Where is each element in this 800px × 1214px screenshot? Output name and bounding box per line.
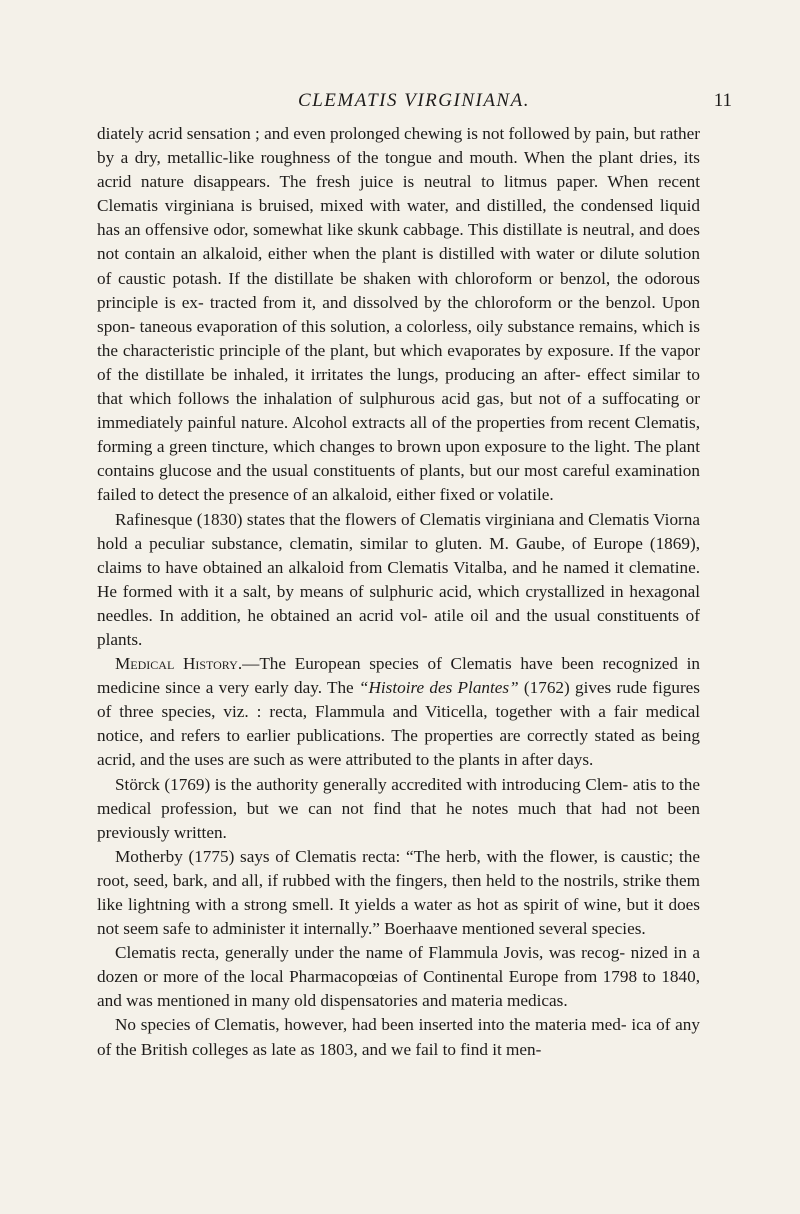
paragraph-text: (1762) gives rude figures of three species, viz. : recta, Flammula and Viticella, together with a fair medical notice, and refers to earlier publications. The properties are correctly stated as being acrid, and the uses are such as were attributed to the plants in after days.	[97, 678, 700, 770]
paragraph: Rafinesque (1830) states that the flowers of Clematis virginiana and Clematis Viorna hold a peculiar substance, clematin, similar to gluten. M. Gaube, of Europe (1869), claims to have obtained an alkaloid from Clematis Vitalba, and he named it clematine. He formed with it a salt, by means of sulphuric acid, which crystallized in hexagonal needles. In addition, he obtained an acrid vol- atile oil and the usual constituents of plants.	[97, 509, 700, 649]
section-heading: Medical History.	[115, 654, 243, 674]
paragraph: diately acrid sensation ; and even prolonged chewing is not followed by pain, but rather by a dry, metallic-like roughness of the tongue and mouth. When the plant dries, its acrid nature disappears. The fresh juice is neutral to litmus paper. When recent Clematis virginiana is bruised, mixed with water, and distilled, the condensed liquid has an offensive odor, somewhat like skunk cabbage. This distillate is neutral, and does not contain an alkaloid, either when the plant is distilled with water or dilute solution of caustic potash. If the distillate be shaken with chloroform or benzol, the odorous principle is ex- tracted from it, and dissolved by the chloroform or the benzol. Upon spon- taneous evaporation of this solution, a colorless, oily substance remains, which is the characteristic principle of the plant, but which evaporates by exposure. If the vapor of the distillate be inhaled, it irritates the lungs, producing an after- effect similar to that which follows the inhalation of sulphurous acid gas, but not of a suffocating or immediately painful nature. Alcohol extracts all of the properties from recent Clematis, forming a green tincture, which changes to brown upon exposure to the light. The plant contains glucose and the usual constituents of plants, but our most careful examination failed to detect the presence of an alkaloid, either fixed or volatile.	[97, 124, 700, 505]
paragraph-medical-history	[97, 652, 700, 772]
page-number: 11	[713, 90, 732, 111]
paragraph: Motherby (1775) says of Clematis recta: “The herb, with the flower, is caustic; the root, seed, bark, and all, if rubbed with the fingers, then held to the nostrils, strike them like lightning with a strong smell. It yields a water as hot as spirit of wine, but it does not seem safe to administer it internally.” Boerhaave mentioned several species.	[97, 846, 700, 939]
paragraph: Störck (1769) is the authority generally accredited with introducing Clem- atis to the medical profession, but we can not find that he notes much that had not been previously written.	[97, 774, 700, 842]
book-title: “Histoire des Plantes”	[358, 678, 519, 698]
paragraph: Clematis recta, generally under the name of Flammula Jovis, was recog- nized in a dozen or more of the local Pharmacopœias of Continental Europe from 1798 to 1840, and was mentioned in many old dispensatories and materia medicas.	[97, 943, 700, 1011]
running-head	[96, 86, 732, 116]
running-title: CLEMATIS VIRGINIANA.	[298, 90, 530, 111]
body-text	[97, 122, 700, 1062]
paragraph: No species of Clematis, however, had been inserted into the materia med- ica of any of the British colleges as late as 1803, and we fail to find it men-	[97, 1015, 700, 1059]
paragraph-text: —The European species of Clematis have been recognized in medicine since a very early day. The	[97, 654, 700, 698]
